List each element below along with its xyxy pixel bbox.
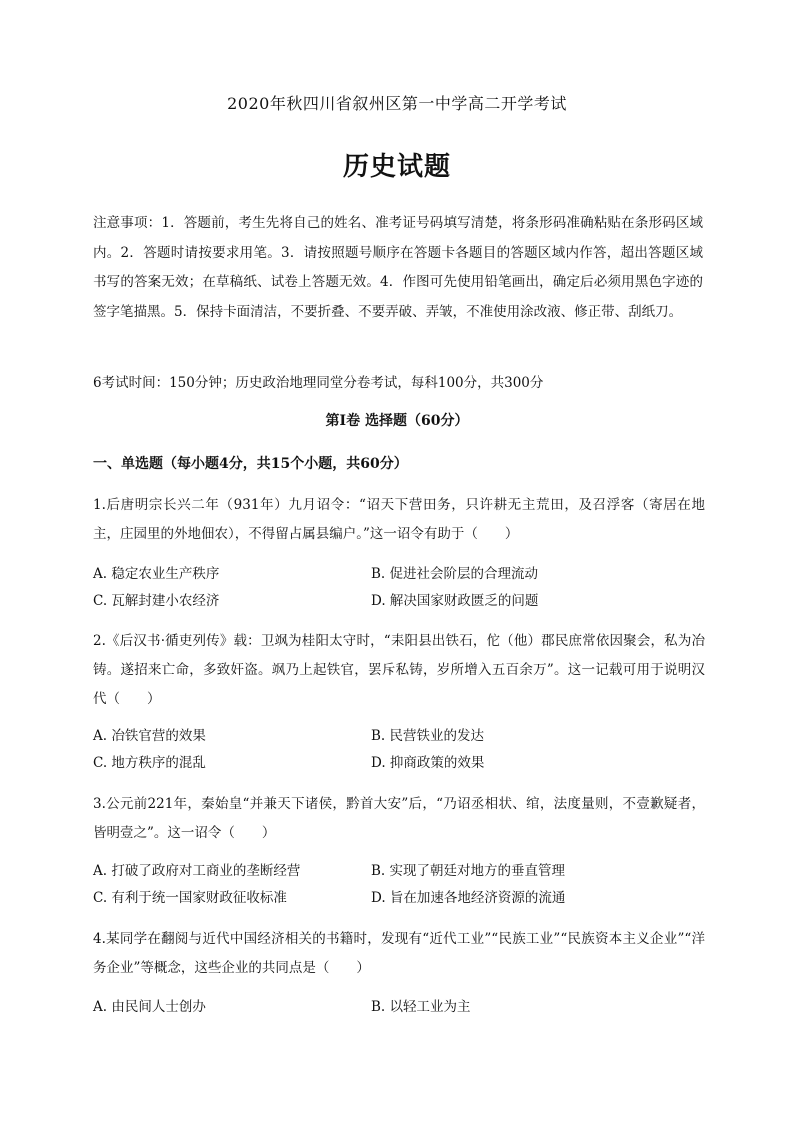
question-1-option-b: B. 促进社会阶层的合理流动	[371, 566, 539, 582]
question-4-stem: 4.某同学在翻阅与近代中国经济相关的书籍时，发现有“近代工业”“民族工业”“民族资本主义企业”“洋务企业”等概念，这些企业的共同点是（ ）	[93, 931, 705, 976]
question-4-option-a: A. 由民间人士创办	[93, 999, 206, 1015]
part-title: 第I卷 选择题（60分）	[325, 413, 469, 429]
question-1-option-c: C. 瓦解封建小农经济	[93, 592, 220, 609]
question-1-stem: 1.后唐明宗长兴二年（931年）九月诏令：“诏天下营田务，只许耕无主荒田，及召浮客（寄居在地主，庄园里的外地佃农），不得留占属县编户。”这一诏令有助于（ ）	[93, 497, 705, 542]
question-3-option-a: A. 打破了政府对工商业的垄断经营	[93, 863, 301, 879]
question-3-option-d: D. 旨在加速各地经济资源的流通	[371, 889, 566, 906]
question-2-options	[93, 723, 705, 776]
exam-notice: 注意事项：1．答题前，考生先将自己的姓名、准考证号码填写清楚，将条形码准确粘贴在条形码区域内。2．答题时请按要求用笔。3．请按照题号顺序在答题卡各题目的答题区域内作答，超出答题区域书写的答案无效；在草稿纸、试卷上答题无效。4．作图可先使用铅笔画出，确定后必须用黑色字迹的签字笔描黑。5．保持卡面清洁，不要折叠、不要弄破、弄皱，不准使用涂改液、修正带、刮纸刀。	[93, 215, 703, 320]
question-1-option-d: D. 解决国家财政匮乏的问题	[371, 592, 539, 609]
exam-time-note: 6考试时间：150分钟；历史政治地理同堂分卷考试，每科100分，共300分	[93, 375, 544, 391]
question-2-option-d: D. 抑商政策的效果	[371, 754, 485, 771]
question-1-options	[93, 561, 705, 614]
question-4-options	[93, 994, 705, 1021]
question-3-stem: 3.公元前221年，秦始皇“并兼天下诸侯，黔首大安”后，“乃诏丞相状、绾，法度量则，不壹歉疑者，皆明壹之”。这一诏令（ ）	[93, 796, 705, 841]
subject-title: 历史试题	[342, 152, 451, 182]
question-3-options	[93, 858, 705, 911]
question-1-option-a: A. 稳定农业生产秩序	[93, 566, 220, 582]
question-3-option-c: C. 有利于统一国家财政征收标准	[93, 889, 287, 906]
section-title: 一、单选题（每小题4分，共15个小题，共60分）	[93, 456, 408, 472]
exam-title: 2020年秋四川省叙州区第一中学高二开学考试	[227, 94, 567, 113]
question-2-option-a: A. 冶铁官营的效果	[93, 728, 206, 744]
question-4-option-b: B. 以轻工业为主	[371, 999, 471, 1015]
question-2-option-b: B. 民营铁业的发达	[371, 728, 485, 744]
question-3-option-b: B. 实现了朝廷对地方的垂直管理	[371, 863, 566, 879]
question-2-option-c: C. 地方秩序的混乱	[93, 754, 206, 771]
question-2-stem: 2.《后汉书·循吏列传》载：卫飒为桂阳太守时，“耒阳县出铁石，佗（他）郡民庶常依因聚会，私为冶铸。遂招来亡命，多致奸盗。飒乃上起铁官，罢斥私铸，岁所增入五百余万”。这一记载可用于说明汉代（ ）	[93, 633, 705, 707]
